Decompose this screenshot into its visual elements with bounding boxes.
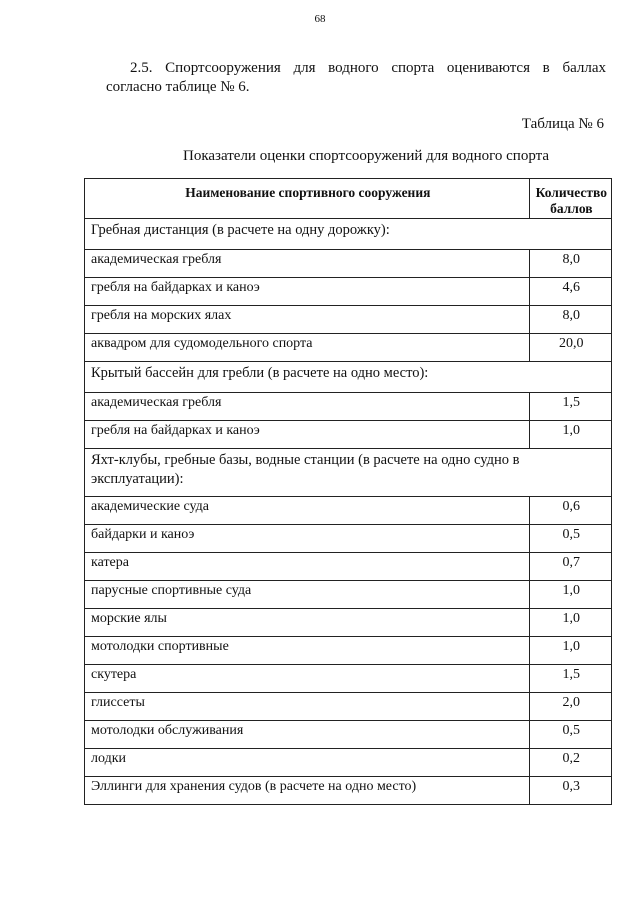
table-body (85, 219, 612, 805)
table-row (85, 721, 612, 749)
facility-name: аквадром для судомодельного спорта (85, 334, 530, 362)
facility-name: гребля на байдарках и каноэ (85, 421, 530, 449)
table-row (85, 334, 612, 362)
facility-name: академические суда (85, 497, 530, 525)
section-label: Гребная дистанция (в расчете на одну дорожку): (85, 219, 612, 250)
table-row (85, 581, 612, 609)
intro-line-1 (106, 59, 606, 78)
table-row (85, 693, 612, 721)
score-value: 1,0 (529, 637, 611, 665)
table-row (85, 306, 612, 334)
score-value: 0,2 (529, 749, 611, 777)
score-value: 1,5 (529, 665, 611, 693)
facility-name: академическая гребля (85, 250, 530, 278)
table-row (85, 525, 612, 553)
score-value: 0,3 (529, 777, 611, 805)
score-value: 0,6 (529, 497, 611, 525)
score-value: 0,5 (529, 721, 611, 749)
table-row (85, 749, 612, 777)
table-row (85, 497, 612, 525)
facility-name: гребля на морских ялах (85, 306, 530, 334)
score-value: 20,0 (529, 334, 611, 362)
page-number: 68 (314, 13, 326, 25)
facility-name: катера (85, 553, 530, 581)
score-value: 1,0 (529, 609, 611, 637)
intro-word: спорта (391, 60, 435, 76)
facility-name: морские ялы (85, 609, 530, 637)
facility-name: парусные спортивные суда (85, 581, 530, 609)
facility-name: скутера (85, 665, 530, 693)
score-value: 1,0 (529, 581, 611, 609)
facility-name: лодки (85, 749, 530, 777)
score-value: 4,6 (529, 278, 611, 306)
intro-paragraph (106, 59, 606, 97)
facility-name: байдарки и каноэ (85, 525, 530, 553)
table-row (85, 637, 612, 665)
score-value: 0,5 (529, 525, 611, 553)
table-row (85, 421, 612, 449)
facility-name: мотолодки обслуживания (85, 721, 530, 749)
score-value: 1,5 (529, 393, 611, 421)
intro-word: для (293, 60, 316, 76)
intro-word: водного (328, 60, 379, 76)
table-row (85, 278, 612, 306)
intro-line-2: согласно таблице № 6. (106, 79, 250, 95)
facility-name: гребля на байдарках и каноэ (85, 278, 530, 306)
intro-word: в (542, 60, 550, 76)
score-value: 8,0 (529, 250, 611, 278)
table-row (85, 553, 612, 581)
table-number: Таблица № 6 (521, 116, 604, 132)
facility-name: глиссеты (85, 693, 530, 721)
facility-name: Эллинги для хранения судов (в расчете на одно место) (85, 777, 530, 805)
scores-table (84, 178, 612, 805)
intro-word: оцениваются (446, 60, 530, 76)
score-value: 1,0 (529, 421, 611, 449)
table-row (85, 250, 612, 278)
section-label: Яхт-клубы, гребные базы, водные станции (в расчете на одно судно в эксплуатации): (85, 449, 612, 497)
table-caption: Показатели оценки спортсооружений для водного спорта (182, 148, 550, 164)
intro-word: 2.5. (130, 60, 153, 76)
section-label: Крытый бассейн для гребли (в расчете на одно место): (85, 362, 612, 393)
intro-word: баллах (562, 60, 606, 76)
intro-word: Спортсооружения (165, 60, 281, 76)
score-value: 0,7 (529, 553, 611, 581)
header-name: Наименование спортивного сооружения (85, 179, 530, 219)
facility-name: академическая гребля (85, 393, 530, 421)
score-value: 8,0 (529, 306, 611, 334)
table-row (85, 609, 612, 637)
section-row (85, 449, 612, 497)
section-row (85, 362, 612, 393)
score-value: 2,0 (529, 693, 611, 721)
table-row (85, 665, 612, 693)
table-row (85, 393, 612, 421)
header-score: Количество баллов (529, 179, 611, 219)
table-header-row (85, 179, 612, 219)
section-row (85, 219, 612, 250)
table-row (85, 777, 612, 805)
facility-name: мотолодки спортивные (85, 637, 530, 665)
